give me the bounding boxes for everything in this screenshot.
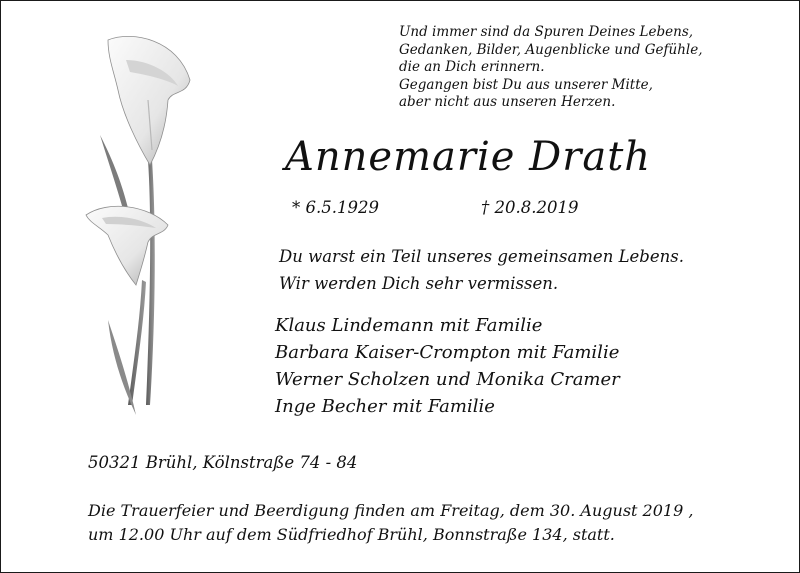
poem-line: aber nicht aus unseren Herzen. xyxy=(399,94,616,110)
calla-lily-flower-icon xyxy=(78,20,198,420)
mourners-list xyxy=(275,312,620,420)
poem-line: Gegangen bist Du aus unserer Mitte, xyxy=(399,76,653,93)
mourner-entry: Klaus Lindemann mit Familie xyxy=(275,315,543,336)
memorial-poem xyxy=(399,24,789,112)
mourner-entry: Inge Becher mit Familie xyxy=(275,396,495,417)
tribute-line: Du warst ein Teil unseres gemeinsamen Lebens. xyxy=(279,247,684,266)
tribute-text xyxy=(279,243,759,297)
funeral-notice xyxy=(88,499,693,547)
tribute-line: Wir werden Dich sehr vermissen. xyxy=(279,274,559,293)
family-address: 50321 Brühl, Kölnstraße 74 - 84 xyxy=(88,453,358,472)
poem-line: Und immer sind da Spuren Deines Lebens, xyxy=(399,24,694,40)
funeral-line: um 12.00 Uhr auf dem Südfriedhof Brühl, Bonnstraße 134, statt. xyxy=(88,525,615,544)
death-date: † 20.8.2019 xyxy=(481,198,579,217)
mourner-entry: Werner Scholzen und Monika Cramer xyxy=(275,369,620,390)
poem-line: Gedanken, Bilder, Augenblicke und Gefühle, xyxy=(399,41,703,58)
funeral-line: Die Trauerfeier und Beerdigung finden am Freitag, dem 30. August 2019 , xyxy=(88,501,694,520)
birth-date: * 6.5.1929 xyxy=(292,198,379,217)
deceased-name: Annemarie Drath xyxy=(285,134,652,180)
poem-line: die an Dich erinnern. xyxy=(399,59,545,75)
mourner-entry: Barbara Kaiser-Crompton mit Familie xyxy=(275,342,620,363)
